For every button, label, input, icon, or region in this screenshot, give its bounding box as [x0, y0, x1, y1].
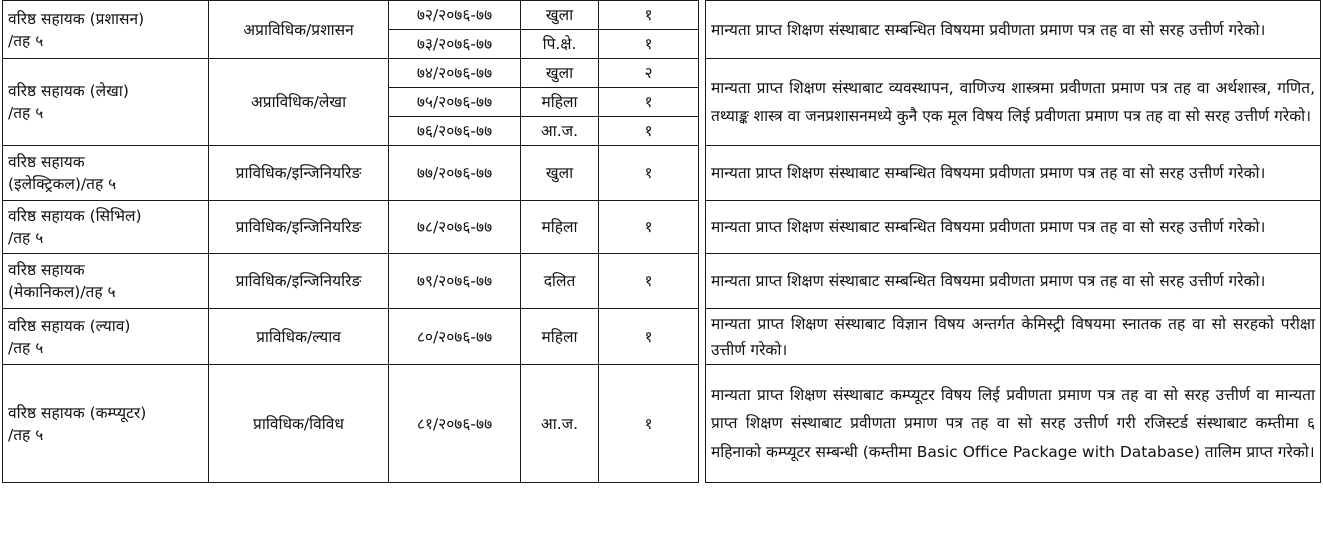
candidate-category: महिला — [521, 88, 599, 117]
advertisement-number: ८१/२०७६-७७ — [389, 365, 521, 483]
service-group-cell: प्राविधिक/इन्जिनियरिङ — [209, 254, 389, 309]
table-row — [3, 146, 1321, 201]
column-gap — [699, 254, 706, 309]
column-gap — [699, 201, 706, 254]
service-group-cell: प्राविधिक/इन्जिनियरिङ — [209, 201, 389, 254]
candidate-category: महिला — [521, 309, 599, 365]
post-cell — [3, 254, 209, 309]
post-name: वरिष्ठ सहायक (ल्याव) — [8, 316, 131, 335]
post-name: वरिष्ठ सहायक (प्रशासन) — [8, 9, 145, 28]
vacancy-count: १ — [599, 254, 699, 309]
service-group-cell: अप्राविधिक/लेखा — [209, 59, 389, 146]
vacancy-count: १ — [599, 146, 699, 201]
service-group-cell: प्राविधिक/ल्याव — [209, 309, 389, 365]
post-cell — [3, 201, 209, 254]
vacancy-count: १ — [599, 201, 699, 254]
column-gap — [699, 1, 706, 59]
candidate-category: दलित — [521, 254, 599, 309]
post-level: /तह ५ — [8, 229, 44, 247]
post-level: /तह ५ — [8, 338, 44, 357]
table-row — [3, 309, 1321, 365]
post-level: /तह ५ — [8, 104, 44, 122]
post-cell — [3, 59, 209, 146]
table-row — [3, 59, 1321, 88]
vacancy-count: १ — [599, 88, 699, 117]
vacancy-count: १ — [599, 309, 699, 365]
advertisement-number: ८०/२०७६-७७ — [389, 309, 521, 365]
candidate-category: महिला — [521, 201, 599, 254]
post-level: /तह ५ — [8, 425, 44, 444]
candidate-category: खुला — [521, 146, 599, 201]
post-level: (इलेक्ट्रिकल)/तह ५ — [8, 175, 117, 193]
vacancy-count: १ — [599, 117, 699, 146]
advertisement-number: ७७/२०७६-७७ — [389, 146, 521, 201]
post-name: वरिष्ठ सहायक (सिभिल) — [8, 207, 142, 225]
candidate-category: आ.ज. — [521, 365, 599, 483]
qualification-cell: मान्यता प्राप्त शिक्षण संस्थाबाट व्यवस्थापन, वाणिज्य शास्त्रमा प्रवीणता प्रमाण पत्र तह वा अर्थशास्त्र, गणित, तथ्याङ्क शास्त्र वा जनप्रशासनमध्ये कुनै एक मूल विषय लिई प्रवीणता प्रमाण पत्र तह वा सो सरह उत्तीर्ण गरेको। — [706, 59, 1321, 146]
post-cell — [3, 365, 209, 483]
column-gap — [699, 59, 706, 146]
service-group-cell: अप्राविधिक/प्रशासन — [209, 1, 389, 59]
vacancy-count: १ — [599, 30, 699, 59]
advertisement-number: ७४/२०७६-७७ — [389, 59, 521, 88]
table-row — [3, 365, 1321, 483]
table-row — [3, 1, 1321, 30]
post-cell — [3, 309, 209, 365]
column-gap — [699, 309, 706, 365]
candidate-category: खुला — [521, 59, 599, 88]
qualification-cell: मान्यता प्राप्त शिक्षण संस्थाबाट सम्बन्धित विषयमा प्रवीणता प्रमाण पत्र तह वा सो सरह उत्तीर्ण गरेको। — [706, 201, 1321, 254]
qualification-cell: मान्यता प्राप्त शिक्षण संस्थाबाट कम्प्यूटर विषय लिई प्रवीणता प्रमाण पत्र तह वा सो सरह उत्तीर्ण वा मान्यता प्राप्त शिक्षण संस्थाबाट प्रवीणता प्रमाण पत्र तह वा सो सरह उत्तीर्ण गरी रजिस्टर्ड संस्थाबाट कम्तीमा ६ महिनाको कम्प्यूटर सम्बन्धी (कम्तीमा Basic Office Package with Database) तालिम प्राप्त गरेको। — [706, 365, 1321, 483]
vacancy-count: १ — [599, 1, 699, 30]
post-name: वरिष्ठ सहायक — [8, 261, 85, 279]
advertisement-number: ७६/२०७६-७७ — [389, 117, 521, 146]
candidate-category: पि.क्षे. — [521, 30, 599, 59]
post-name: वरिष्ठ सहायक (कम्प्यूटर) — [8, 403, 147, 422]
post-cell — [3, 146, 209, 201]
post-level: (मेकानिकल)/तह ५ — [8, 283, 116, 301]
service-group-cell: प्राविधिक/विविध — [209, 365, 389, 483]
qualification-cell: मान्यता प्राप्त शिक्षण संस्थाबाट सम्बन्धित विषयमा प्रवीणता प्रमाण पत्र तह वा सो सरह उत्तीर्ण गरेको। — [706, 1, 1321, 59]
column-gap — [699, 365, 706, 483]
post-name: वरिष्ठ सहायक — [8, 153, 85, 171]
advertisement-number: ७९/२०७६-७७ — [389, 254, 521, 309]
qualification-cell: मान्यता प्राप्त शिक्षण संस्थाबाट सम्बन्धित विषयमा प्रवीणता प्रमाण पत्र तह वा सो सरह उत्तीर्ण गरेको। — [706, 254, 1321, 309]
vacancy-table — [2, 0, 1321, 483]
table-row — [3, 254, 1321, 309]
vacancy-count: २ — [599, 59, 699, 88]
post-name: वरिष्ठ सहायक (लेखा) — [8, 82, 129, 100]
post-level: /तह ५ — [8, 31, 44, 50]
advertisement-number: ७३/२०७६-७७ — [389, 30, 521, 59]
table-row — [3, 201, 1321, 254]
qualification-cell: मान्यता प्राप्त शिक्षण संस्थाबाट विज्ञान विषय अन्तर्गत केमिस्ट्री विषयमा स्नातक तह वा सो सरहको परीक्षा उत्तीर्ण गरेको। — [706, 309, 1321, 365]
advertisement-number: ७८/२०७६-७७ — [389, 201, 521, 254]
post-cell — [3, 1, 209, 59]
candidate-category: खुला — [521, 1, 599, 30]
advertisement-number: ७५/२०७६-७७ — [389, 88, 521, 117]
column-gap — [699, 146, 706, 201]
service-group-cell: प्राविधिक/इन्जिनियरिङ — [209, 146, 389, 201]
candidate-category: आ.ज. — [521, 117, 599, 146]
vacancy-count: १ — [599, 365, 699, 483]
qualification-cell: मान्यता प्राप्त शिक्षण संस्थाबाट सम्बन्धित विषयमा प्रवीणता प्रमाण पत्र तह वा सो सरह उत्तीर्ण गरेको। — [706, 146, 1321, 201]
advertisement-number: ७२/२०७६-७७ — [389, 1, 521, 30]
